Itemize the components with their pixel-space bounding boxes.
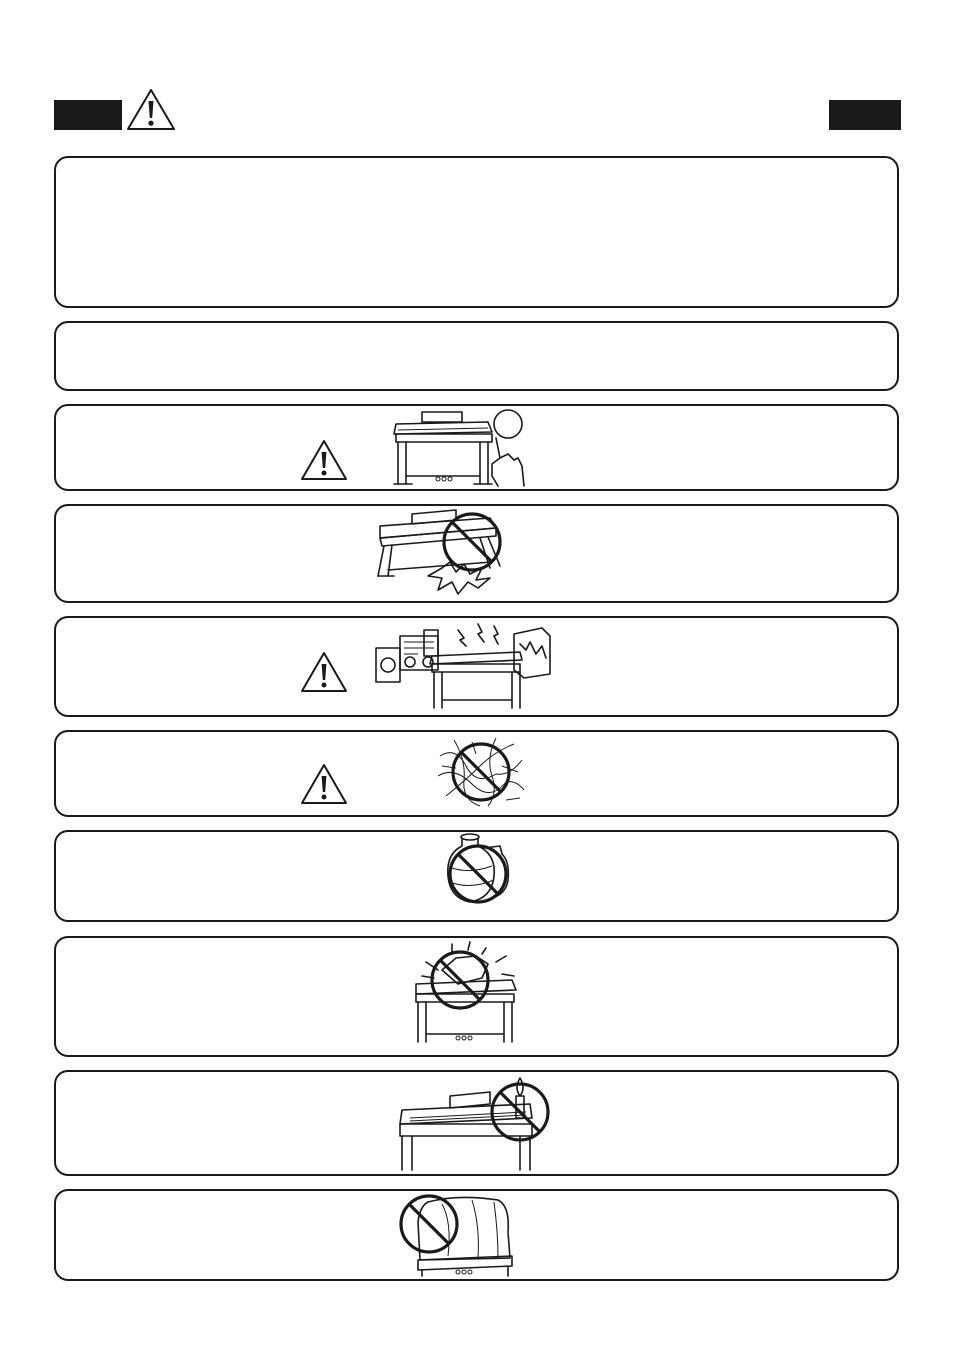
piano-open-flame-prohibited-illustration — [390, 1074, 554, 1172]
notice-panel-1 — [54, 156, 899, 308]
warning-triangle-icon — [126, 87, 176, 131]
piano-power-switch-illustration — [388, 408, 538, 488]
piano-tipping-prohibited-illustration — [372, 508, 522, 600]
header-label-block-right — [829, 100, 901, 130]
warning-triangle-icon — [300, 650, 348, 694]
warning-triangle-icon — [300, 762, 348, 806]
header-label-block-left — [54, 100, 122, 130]
piano-electronic-interference-illustration — [374, 618, 554, 710]
notice-panel-2 — [54, 321, 899, 391]
tangled-cords-prohibited-illustration — [436, 736, 526, 808]
warning-triangle-icon — [300, 438, 348, 482]
piano-heavy-object-prohibited-illustration — [412, 940, 528, 1046]
liquid-container-prohibited-illustration — [440, 832, 516, 910]
piano-covered-prohibited-illustration — [398, 1192, 518, 1278]
